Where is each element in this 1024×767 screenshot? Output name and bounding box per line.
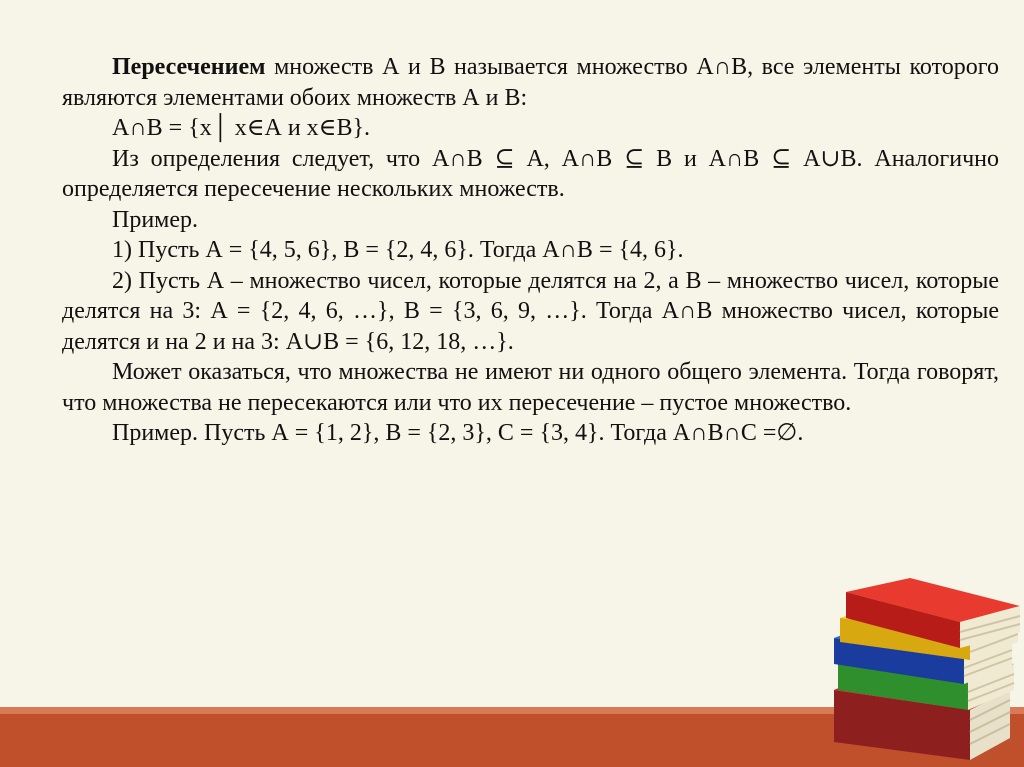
paragraph-consequence: Из определения следует, что А∩В ⊆ А, А∩В ⊆ В и А∩В ⊆ А∪В. Аналогично определяется пересечение нескольких множеств.: [62, 145, 999, 202]
paragraph-example-3: Пример. Пусть А = {1, 2}, В = {2, 3}, С = {3, 4}. Тогда А∩В∩С =∅.: [112, 420, 804, 446]
slide-text: [62, 52, 999, 449]
paragraph-disjoint: Может оказаться, что множества не имеют ни одного общего элемента. Тогда говорят, что множества не пересекаются или что их пересечение – пустое множество.: [62, 359, 999, 416]
term-intersection: Пересечением: [112, 54, 266, 80]
paragraph-formula: А∩В = {x│ x∈А и x∈В}.: [112, 115, 370, 141]
definition-text: множеств А и В называется множество А∩В, все элементы которого являются элементами обоих множеств А и В:: [62, 54, 999, 111]
paragraph-example-1: 1) Пусть А = {4, 5, 6}, В = {2, 4, 6}. Тогда А∩В = {4, 6}.: [112, 237, 684, 263]
paragraph-example-2: 2) Пусть А – множество чисел, которые делятся на 2, а В – множество чисел, которые делятся на 3: А = {2, 4, 6, …}, В = {3, 6, 9, …}. Тогда А∩В множество чисел, которые делятся и на 2 и на 3: А∪В = {6, 12, 18, …}.: [62, 267, 999, 355]
paragraph-definition: [62, 52, 999, 113]
paragraph-example-label: Пример.: [112, 206, 199, 233]
books-stack-icon: [820, 570, 1024, 767]
